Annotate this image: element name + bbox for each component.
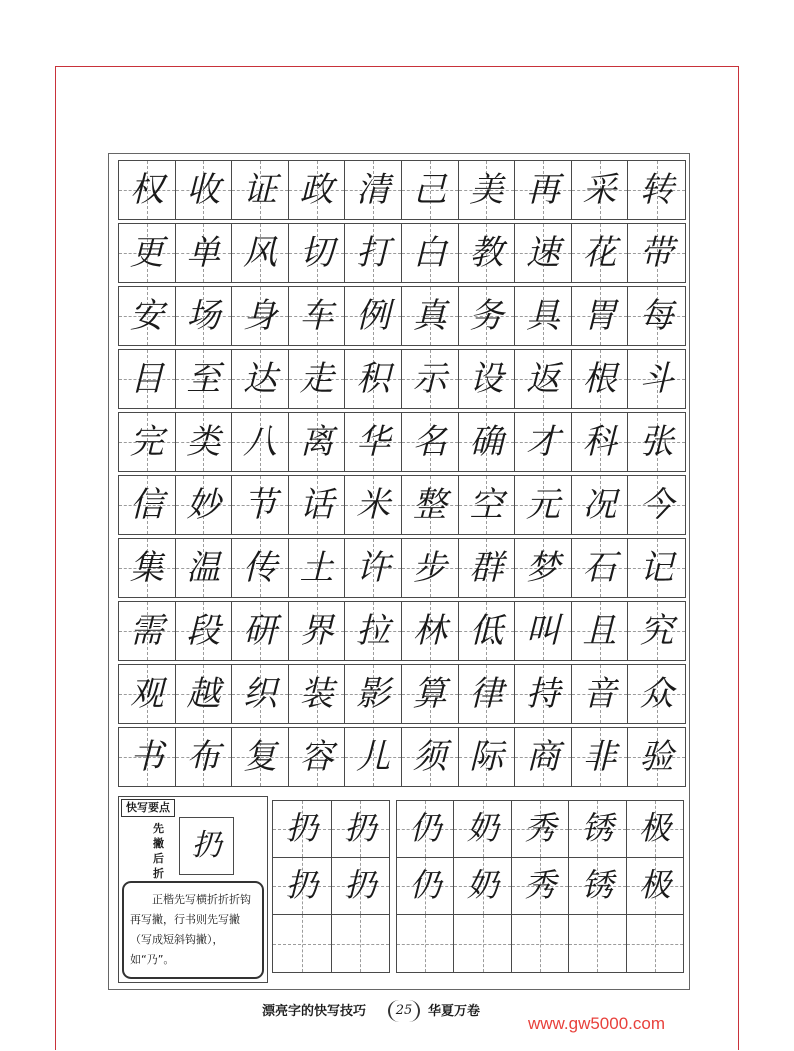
grid-row bbox=[118, 286, 686, 346]
practice-character: 话 bbox=[299, 485, 334, 525]
grid-cell bbox=[176, 665, 233, 723]
practice-cell bbox=[332, 858, 390, 914]
practice-character: 布 bbox=[186, 737, 221, 777]
practice-character: 每 bbox=[639, 296, 674, 336]
practice-cell bbox=[627, 801, 683, 857]
grid-cell bbox=[628, 350, 685, 408]
practice-character: 况 bbox=[582, 485, 617, 525]
grid-cell bbox=[232, 287, 289, 345]
character-grid bbox=[118, 160, 686, 790]
grid-cell bbox=[515, 287, 572, 345]
practice-character: 采 bbox=[582, 170, 617, 210]
practice-character: 场 bbox=[186, 296, 221, 336]
practice-cell bbox=[273, 858, 332, 914]
practice-character: 例 bbox=[356, 296, 391, 336]
practice-cell bbox=[569, 858, 626, 914]
practice-character: 音 bbox=[582, 674, 617, 714]
grid-cell bbox=[176, 350, 233, 408]
grid-cell bbox=[176, 413, 233, 471]
grid-cell bbox=[119, 665, 176, 723]
practice-character: 众 bbox=[639, 674, 674, 714]
grid-cell bbox=[572, 665, 629, 723]
grid-cell bbox=[176, 602, 233, 660]
practice-row bbox=[273, 801, 389, 858]
practice-character: 仍 bbox=[409, 866, 442, 904]
practice-character: 秀 bbox=[524, 866, 557, 904]
grid-cell bbox=[289, 350, 346, 408]
grid-cell bbox=[515, 476, 572, 534]
tips-note: 正楷先写横折折折钩再写撇，行书则先写撇（写成短斜钩撇），如“乃”。 bbox=[122, 881, 264, 979]
grid-row bbox=[118, 160, 686, 220]
practice-character: 米 bbox=[356, 485, 391, 525]
practice-character: 律 bbox=[469, 674, 504, 714]
practice-character: 再 bbox=[525, 170, 560, 210]
grid-row bbox=[118, 601, 686, 661]
practice-character: 扔 bbox=[285, 809, 318, 847]
grid-cell bbox=[119, 728, 176, 786]
practice-character: 己 bbox=[412, 170, 447, 210]
practice-row bbox=[273, 858, 389, 915]
grid-cell bbox=[402, 224, 459, 282]
practice-character: 整 bbox=[412, 485, 447, 525]
grid-cell bbox=[232, 728, 289, 786]
practice-character: 群 bbox=[469, 548, 504, 588]
watermark: www.gw5000.com bbox=[528, 1014, 666, 1033]
practice-character: 信 bbox=[129, 485, 164, 525]
grid-cell bbox=[232, 665, 289, 723]
practice-character: 验 bbox=[639, 737, 674, 777]
practice-character: 设 bbox=[469, 359, 504, 399]
grid-cell bbox=[402, 665, 459, 723]
grid-cell bbox=[345, 539, 402, 597]
grid-cell bbox=[289, 602, 346, 660]
grid-cell bbox=[289, 539, 346, 597]
practice-character: 至 bbox=[186, 359, 221, 399]
grid-cell bbox=[459, 413, 516, 471]
grid-cell bbox=[572, 224, 629, 282]
grid-cell bbox=[232, 350, 289, 408]
grid-cell bbox=[232, 539, 289, 597]
practice-character: 根 bbox=[582, 359, 617, 399]
practice-character: 确 bbox=[469, 422, 504, 462]
grid-cell bbox=[572, 161, 629, 219]
grid-cell bbox=[289, 728, 346, 786]
practice-character: 斗 bbox=[639, 359, 674, 399]
practice-character: 权 bbox=[129, 170, 164, 210]
practice-cell bbox=[569, 801, 626, 857]
practice-character: 锈 bbox=[581, 866, 614, 904]
grid-cell bbox=[628, 665, 685, 723]
practice-character: 林 bbox=[412, 611, 447, 651]
grid-cell bbox=[515, 539, 572, 597]
grid-cell bbox=[459, 602, 516, 660]
grid-cell bbox=[402, 350, 459, 408]
grid-cell bbox=[176, 161, 233, 219]
grid-cell bbox=[402, 728, 459, 786]
practice-character: 目 bbox=[129, 359, 164, 399]
practice-character: 证 bbox=[242, 170, 277, 210]
grid-cell bbox=[402, 161, 459, 219]
practice-character: 梦 bbox=[525, 548, 560, 588]
practice-character: 须 bbox=[412, 737, 447, 777]
grid-cell bbox=[459, 665, 516, 723]
grid-cell bbox=[119, 287, 176, 345]
practice-character: 风 bbox=[242, 233, 277, 273]
example-character: 扔 bbox=[179, 817, 234, 875]
practice-character: 儿 bbox=[356, 737, 391, 777]
practice-character: 科 bbox=[582, 422, 617, 462]
practice-character: 完 bbox=[129, 422, 164, 462]
practice-character: 奶 bbox=[466, 809, 499, 847]
practice-character: 低 bbox=[469, 611, 504, 651]
practice-cell bbox=[332, 801, 390, 857]
grid-cell bbox=[345, 161, 402, 219]
practice-cell bbox=[569, 915, 626, 972]
practice-character: 达 bbox=[242, 359, 277, 399]
grid-cell bbox=[628, 728, 685, 786]
practice-character: 极 bbox=[638, 866, 671, 904]
grid-cell bbox=[345, 476, 402, 534]
practice-character: 记 bbox=[639, 548, 674, 588]
practice-character: 示 bbox=[412, 359, 447, 399]
practice-character: 更 bbox=[129, 233, 164, 273]
grid-cell bbox=[459, 287, 516, 345]
grid-cell bbox=[119, 539, 176, 597]
practice-character: 车 bbox=[299, 296, 334, 336]
grid-cell bbox=[402, 476, 459, 534]
practice-character: 元 bbox=[525, 485, 560, 525]
practice-character: 花 bbox=[582, 233, 617, 273]
practice-character: 扔 bbox=[344, 809, 377, 847]
practice-character: 土 bbox=[299, 548, 334, 588]
practice-character: 节 bbox=[242, 485, 277, 525]
grid-cell bbox=[345, 224, 402, 282]
practice-character: 收 bbox=[186, 170, 221, 210]
practice-character: 书 bbox=[129, 737, 164, 777]
grid-cell bbox=[176, 728, 233, 786]
grid-cell bbox=[628, 539, 685, 597]
practice-character: 速 bbox=[525, 233, 560, 273]
grid-cell bbox=[232, 476, 289, 534]
grid-row bbox=[118, 664, 686, 724]
grid-cell bbox=[176, 539, 233, 597]
grid-cell bbox=[572, 287, 629, 345]
practice-character: 八 bbox=[242, 422, 277, 462]
practice-character: 观 bbox=[129, 674, 164, 714]
practice-row bbox=[397, 801, 683, 858]
practice-character: 安 bbox=[129, 296, 164, 336]
practice-character: 叫 bbox=[525, 611, 560, 651]
practice-character: 温 bbox=[186, 548, 221, 588]
practice-character: 离 bbox=[299, 422, 334, 462]
grid-cell bbox=[345, 728, 402, 786]
grid-cell bbox=[459, 539, 516, 597]
practice-grid-right bbox=[396, 800, 684, 973]
practice-character: 许 bbox=[356, 548, 391, 588]
practice-character: 且 bbox=[582, 611, 617, 651]
practice-character: 越 bbox=[186, 674, 221, 714]
practice-character: 拉 bbox=[356, 611, 391, 651]
grid-cell bbox=[628, 602, 685, 660]
practice-character: 仍 bbox=[409, 809, 442, 847]
practice-character: 切 bbox=[299, 233, 334, 273]
grid-cell bbox=[345, 413, 402, 471]
practice-character: 白 bbox=[412, 233, 447, 273]
practice-character: 奶 bbox=[466, 866, 499, 904]
practice-character: 类 bbox=[186, 422, 221, 462]
grid-cell bbox=[402, 413, 459, 471]
grid-cell bbox=[572, 539, 629, 597]
grid-cell bbox=[289, 476, 346, 534]
practice-character: 积 bbox=[356, 359, 391, 399]
footer-title: 漂亮字的快写技巧 bbox=[262, 1004, 367, 1019]
practice-character: 算 bbox=[412, 674, 447, 714]
grid-row bbox=[118, 475, 686, 535]
practice-character: 张 bbox=[639, 422, 674, 462]
practice-character: 步 bbox=[412, 548, 447, 588]
practice-cell bbox=[397, 801, 454, 857]
grid-cell bbox=[345, 350, 402, 408]
practice-character: 传 bbox=[242, 548, 277, 588]
practice-cell bbox=[512, 858, 569, 914]
practice-character: 打 bbox=[356, 233, 391, 273]
practice-character: 才 bbox=[525, 422, 560, 462]
practice-cell bbox=[512, 915, 569, 972]
grid-cell bbox=[459, 350, 516, 408]
grid-cell bbox=[176, 476, 233, 534]
grid-row bbox=[118, 349, 686, 409]
stroke-order-rule: 先撇后折 bbox=[153, 822, 164, 880]
practice-character: 复 bbox=[242, 737, 277, 777]
grid-cell bbox=[515, 161, 572, 219]
grid-cell bbox=[232, 161, 289, 219]
grid-cell bbox=[119, 602, 176, 660]
practice-character: 扔 bbox=[285, 866, 318, 904]
practice-character: 影 bbox=[356, 674, 391, 714]
grid-cell bbox=[628, 287, 685, 345]
grid-cell bbox=[459, 728, 516, 786]
grid-cell bbox=[345, 287, 402, 345]
practice-character: 务 bbox=[469, 296, 504, 336]
practice-character: 秀 bbox=[524, 809, 557, 847]
practice-character: 段 bbox=[186, 611, 221, 651]
practice-character: 集 bbox=[129, 548, 164, 588]
grid-cell bbox=[176, 287, 233, 345]
practice-character: 商 bbox=[525, 737, 560, 777]
practice-cell bbox=[332, 915, 390, 972]
practice-grid-left bbox=[272, 800, 390, 973]
grid-row bbox=[118, 412, 686, 472]
practice-character: 教 bbox=[469, 233, 504, 273]
grid-row bbox=[118, 538, 686, 598]
practice-character: 空 bbox=[469, 485, 504, 525]
practice-cell bbox=[397, 915, 454, 972]
practice-character: 走 bbox=[299, 359, 334, 399]
grid-cell bbox=[402, 539, 459, 597]
grid-cell bbox=[289, 413, 346, 471]
grid-cell bbox=[515, 665, 572, 723]
grid-cell bbox=[232, 602, 289, 660]
practice-character: 织 bbox=[242, 674, 277, 714]
practice-character: 返 bbox=[525, 359, 560, 399]
practice-cell bbox=[454, 915, 511, 972]
grid-row bbox=[118, 223, 686, 283]
practice-character: 真 bbox=[412, 296, 447, 336]
practice-cell bbox=[397, 858, 454, 914]
grid-cell bbox=[572, 413, 629, 471]
practice-character: 清 bbox=[356, 170, 391, 210]
grid-cell bbox=[572, 350, 629, 408]
grid-cell bbox=[289, 665, 346, 723]
grid-cell bbox=[572, 602, 629, 660]
page-number: 25 bbox=[388, 1000, 420, 1022]
practice-row bbox=[397, 858, 683, 915]
practice-character: 锈 bbox=[581, 809, 614, 847]
grid-cell bbox=[628, 413, 685, 471]
practice-character: 扔 bbox=[344, 866, 377, 904]
footer-brand: 华夏万卷 bbox=[428, 1004, 481, 1019]
practice-character: 研 bbox=[242, 611, 277, 651]
grid-cell bbox=[345, 665, 402, 723]
grid-cell bbox=[628, 224, 685, 282]
grid-cell bbox=[515, 224, 572, 282]
practice-cell bbox=[454, 801, 511, 857]
grid-cell bbox=[459, 224, 516, 282]
practice-character: 容 bbox=[299, 737, 334, 777]
grid-cell bbox=[402, 287, 459, 345]
grid-cell bbox=[232, 224, 289, 282]
grid-cell bbox=[515, 350, 572, 408]
grid-cell bbox=[345, 602, 402, 660]
practice-character: 胃 bbox=[582, 296, 617, 336]
practice-character: 今 bbox=[639, 485, 674, 525]
practice-character: 身 bbox=[242, 296, 277, 336]
practice-character: 带 bbox=[639, 233, 674, 273]
practice-character: 需 bbox=[129, 611, 164, 651]
practice-cell bbox=[273, 915, 332, 972]
practice-character: 具 bbox=[525, 296, 560, 336]
tips-panel bbox=[118, 796, 268, 983]
grid-cell bbox=[289, 224, 346, 282]
grid-cell bbox=[515, 728, 572, 786]
practice-cell bbox=[454, 858, 511, 914]
practice-character: 政 bbox=[299, 170, 334, 210]
practice-character: 转 bbox=[639, 170, 674, 210]
grid-cell bbox=[628, 476, 685, 534]
tips-tag: 快写要点 bbox=[121, 799, 175, 817]
practice-character: 极 bbox=[638, 809, 671, 847]
grid-cell bbox=[402, 602, 459, 660]
grid-cell bbox=[515, 413, 572, 471]
practice-cell bbox=[273, 801, 332, 857]
practice-character: 单 bbox=[186, 233, 221, 273]
blank-practice-row bbox=[273, 915, 389, 972]
practice-character: 非 bbox=[582, 737, 617, 777]
grid-cell bbox=[289, 161, 346, 219]
grid-cell bbox=[119, 476, 176, 534]
practice-character: 美 bbox=[469, 170, 504, 210]
grid-cell bbox=[289, 287, 346, 345]
grid-cell bbox=[459, 476, 516, 534]
grid-cell bbox=[119, 350, 176, 408]
grid-cell bbox=[176, 224, 233, 282]
grid-cell bbox=[572, 476, 629, 534]
practice-character: 际 bbox=[469, 737, 504, 777]
practice-character: 究 bbox=[639, 611, 674, 651]
grid-cell bbox=[459, 161, 516, 219]
practice-character: 妙 bbox=[186, 485, 221, 525]
grid-cell bbox=[119, 161, 176, 219]
grid-row bbox=[118, 727, 686, 787]
practice-character: 装 bbox=[299, 674, 334, 714]
practice-cell bbox=[627, 858, 683, 914]
grid-cell bbox=[515, 602, 572, 660]
practice-character: 华 bbox=[356, 422, 391, 462]
grid-cell bbox=[572, 728, 629, 786]
grid-cell bbox=[119, 224, 176, 282]
practice-character: 持 bbox=[525, 674, 560, 714]
grid-cell bbox=[232, 413, 289, 471]
practice-character: 名 bbox=[412, 422, 447, 462]
practice-character: 石 bbox=[582, 548, 617, 588]
grid-cell bbox=[119, 413, 176, 471]
grid-cell bbox=[628, 161, 685, 219]
practice-character: 界 bbox=[299, 611, 334, 651]
practice-cell bbox=[512, 801, 569, 857]
practice-cell bbox=[627, 915, 683, 972]
blank-practice-row bbox=[397, 915, 683, 972]
